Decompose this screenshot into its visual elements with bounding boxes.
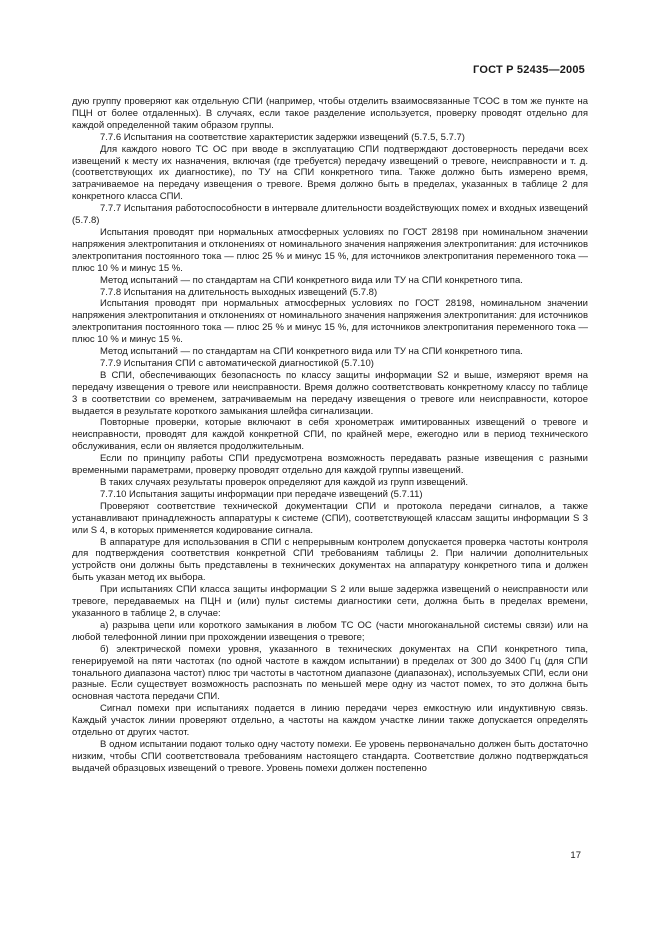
body-paragraph: В СПИ, обеспечивающих безопасность по классу защиты информации S2 и выше, измеряют время на передачу извещения о тревоге или неисправности. Время должно соответствовать конкретному классу по таблице 3 в соответствии со временем, затрачиваемым на передачу извещения о тревоге или неисправности, которое выдается в результате короткого замыкания шлейфа сигнализации. [72,369,588,417]
body-paragraph: В одном испытании подают только одну частоту помехи. Ее уровень первоначально должен быть достаточно низким, чтобы СПИ соответствовала требованиям настоящего стандарта. Соответствие должно подтверждаться выдачей образцовых извещений о тревоге. Уровень помехи должен постепенно [72,738,588,774]
body-paragraph: Повторные проверки, которые включают в себя хронометраж имитированных извещений о тревоге и неисправности, проводят для каждой конкретной СПИ, по крайней мере, ежегодно или в период технического обслуживания, если он является продолжительным. [72,417,588,453]
body-paragraph: Испытания проводят при нормальных атмосферных условиях по ГОСТ 28198 при номинальном значении напряжения электропитания и отклонениях от номинального значения напряжения электропитания: для источников электропитания постоянного тока — плюс 25 % и минус 15 %, для источников электропитания переменного тока — плюс 10 % и минус 15 %. [72,226,588,274]
body-paragraph: 7.7.6 Испытания на соответствие характеристик задержки извещений (5.7.5, 5.7.7) [100,131,465,143]
body-paragraph: б) электрической помехи уровня, указанного в технических документах на СПИ конкретного типа, генерируемой на пяти частотах (по одной частоте в каждом испытании) в пределах от 300 до 3400 Гц (для СПИ тонального диапазона частот) плюс три частоты в частотном диапазоне (диапазонах), используемых СПИ, если они разные. Если существует возможность распознать по меньшей мере одну из частот помех, то это должна быть основная частота передачи СПИ. [72,643,588,703]
body-paragraph: В таких случаях результаты проверок определяют для каждой из групп извещений. [100,477,469,488]
body-paragraph: При испытаниях СПИ класса защиты информации S 2 или выше задержка извещений о неисправности или тревоге, передаваемых на ПЦН и (или) пульт системы диагностики сети, должна быть в пределах времени, указанного в таблице 2, в случае: [72,584,588,619]
body-paragraph: 7.7.8 Испытания на длительность выходных извещений (5.7.8) [100,286,378,298]
body-paragraph: 7.7.7 Испытания работоспособности в интервале длительности воздействующих помех и входных извещений (5.7.8) [72,203,588,227]
body-paragraph: Для каждого нового ТС ОС при вводе в эксплуатацию СПИ подтверждают достоверность передачи всех извещений к месту их назначения, включая (где требуется) передачу извещений о тревоге, неисправности и т. д. (соответствующих их диагностике), по ТУ на СПИ конкретного типа. Также должно быть измерено время, затрачиваемое на передачу извещения о тревоге. Время должно быть в пределах, указанных в таблице 2 для конкретного класса СПИ. [72,143,588,203]
body-paragraph: В аппаратуре для использования в СПИ с непрерывным контролем допускается проверка частоты контроля для подтверждения соответствия конкретной СПИ требованиям таблицы 2. При наличии дополнительных устройств они должны быть представлены в технических документах на аппаратуру конкретного типа и должен быть указан метод их выбора. [72,536,588,584]
body-paragraph: Если по принципу работы СПИ предусмотрена возможность передавать разные извещения с разными временными параметрами, проверку проводят отдельно для каждой группы извещений. [72,453,588,477]
body-paragraph: дую группу проверяют как отдельную СПИ (например, чтобы отделить взаимосвязанные ТСОС в том же пункте на ПЦН от более отдаленных). В случаях, если такое разделение используется, проверку проводят отдельно для каждой определенной таким образом группы. [72,96,588,131]
page-number: 17 [570,850,581,861]
document-code-header: ГОСТ Р 52435—2005 [473,64,585,76]
body-paragraph: 7.7.10 Испытания защиты информации при передаче извещений (5.7.11) [100,488,423,500]
body-paragraph: а) разрыва цепи или короткого замыкания в любом ТС ОС (части многоканальной системы связи) или на любой телефонной линии при прохождении извещения о тревоге; [72,619,588,643]
document-body [72,96,588,775]
body-paragraph: Испытания проводят при нормальных атмосферных условиях по ГОСТ 28198, номинальном значении напряжения электропитания и отклонениях от номинального значения напряжения электропитания: для источников электропитания постоянного тока — плюс 25 % и минус 15 %, для источников электропитания переменного тока — плюс 10 % и минус 15 %. [72,298,588,346]
body-paragraph: Метод испытаний — по стандартам на СПИ конкретного вида или ТУ на СПИ конкретного типа. [100,274,523,286]
body-paragraph: Сигнал помехи при испытаниях подается в линию передачи через емкостную или индуктивную связь. Каждый участок линии проверяют отдельно, а частоты на каждом участке линии также допускается определять отдельно от других частот. [72,703,588,739]
body-paragraph: 7.7.9 Испытания СПИ с автоматической диагностикой (5.7.10) [100,357,374,369]
body-paragraph: Метод испытаний — по стандартам на СПИ конкретного вида или ТУ на СПИ конкретного типа. [100,346,523,358]
body-paragraph: Проверяют соответствие технической документации СПИ и протокола передачи сигналов, а также устанавливают принадлежность аппаратуры к системе (СПИ), соответствующей классам защиты информации S 3 или S 4, в которых применяется кодирование сигнала. [72,500,588,536]
